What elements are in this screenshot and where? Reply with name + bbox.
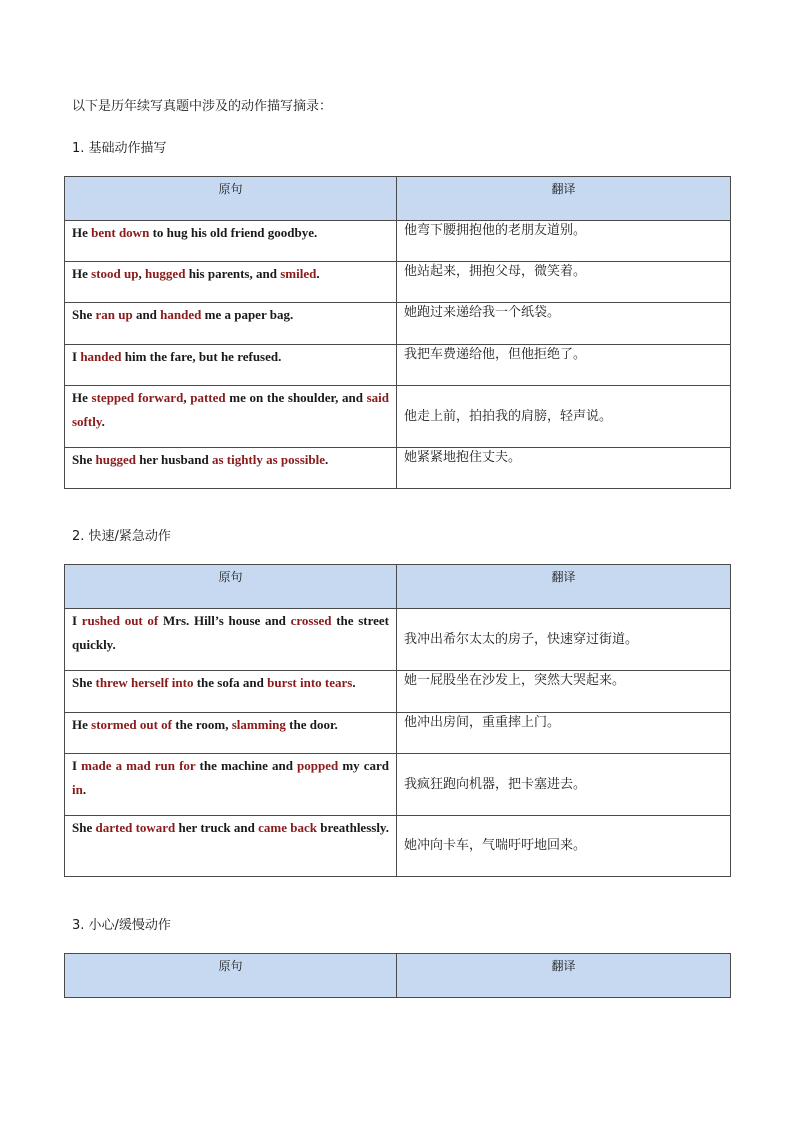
sentence-text: breathlessly.: [316, 820, 389, 835]
highlighted-phrase: handed: [160, 307, 202, 322]
translation: 他弯下腰拥抱他的老朋友道别。: [397, 221, 731, 262]
highlighted-phrase: slamming: [231, 717, 286, 732]
highlighted-phrase: rushed out of: [81, 613, 159, 628]
highlighted-phrase: threw herself into: [95, 675, 194, 690]
sentence-text: I: [72, 758, 82, 773]
original-sentence: [65, 386, 397, 448]
highlighted-phrase: made a mad run for: [81, 758, 196, 773]
sentence-text: .: [101, 414, 105, 429]
table-header-row: [65, 954, 731, 998]
sentence-text: .: [352, 675, 356, 690]
sentence-text: He: [72, 717, 92, 732]
table-header-row: [65, 565, 731, 609]
sentence-text: She: [72, 307, 96, 322]
translation: 她紧紧地抱住丈夫。: [397, 448, 731, 489]
table-row: [65, 816, 731, 877]
header-translation: 翻译: [397, 565, 731, 609]
translation: 我把车费递给他，但他拒绝了。: [397, 345, 731, 386]
table-quick-actions: [64, 564, 731, 877]
sentence-text: him the fare, but he refused.: [121, 349, 282, 364]
sentence-text: I: [72, 349, 81, 364]
sentence-text: the machine and: [195, 758, 298, 773]
table-row: [65, 303, 731, 345]
header-translation: 翻译: [397, 954, 731, 998]
highlighted-phrase: popped: [297, 758, 339, 773]
header-original: 原句: [65, 565, 397, 609]
original-sentence: [65, 303, 397, 345]
sentence-text: He: [72, 266, 92, 281]
sentence-text: the street quickly.: [72, 613, 389, 652]
table-row: [65, 754, 731, 816]
section-title-basic: 1. 基础动作描写: [72, 141, 167, 156]
translation: 他冲出房间，重重摔上门。: [397, 713, 731, 754]
sentence-text: his parents, and: [185, 266, 281, 281]
highlighted-phrase: smiled: [280, 266, 317, 281]
highlighted-phrase: came back: [258, 820, 317, 835]
sentence-text: me a paper bag.: [201, 307, 294, 322]
original-sentence: [65, 221, 397, 262]
highlighted-phrase: in: [72, 782, 83, 797]
sentence-text: Mrs. Hill’s house and: [158, 613, 291, 628]
sentence-text: She: [72, 452, 96, 467]
translation: 我疯狂跑向机器，把卡塞进去。: [397, 754, 731, 816]
header-original: 原句: [65, 177, 397, 221]
sentence-text: He: [72, 390, 92, 405]
original-sentence: [65, 262, 397, 303]
highlighted-phrase: stood up: [91, 266, 139, 281]
sentence-text: .: [325, 452, 329, 467]
original-sentence: [65, 345, 397, 386]
sentence-text: He: [72, 225, 92, 240]
translation: 他走上前，拍拍我的肩膀，轻声说。: [397, 386, 731, 448]
table-row: [65, 221, 731, 262]
highlighted-phrase: bent down: [91, 225, 153, 240]
sentence-text: She: [72, 675, 96, 690]
header-original: 原句: [65, 954, 397, 998]
original-sentence: [65, 816, 397, 877]
highlighted-phrase: patted: [190, 390, 226, 405]
table-row: [65, 345, 731, 386]
sentence-text: She: [72, 820, 96, 835]
translation: 我冲出希尔太太的房子，快速穿过街道。: [397, 609, 731, 671]
translation: 她一屁股坐在沙发上，突然大哭起来。: [397, 671, 731, 713]
table-row: [65, 713, 731, 754]
original-sentence: [65, 448, 397, 489]
sentence-text: the door.: [285, 717, 338, 732]
sentence-text: I: [72, 613, 82, 628]
sentence-text: me on the shoulder, and: [225, 390, 367, 405]
sentence-text: her husband: [135, 452, 212, 467]
sentence-text: .: [316, 266, 320, 281]
translation: 她冲向卡车，气喘吁吁地回来。: [397, 816, 731, 877]
table-row: [65, 671, 731, 713]
sentence-text: my card: [338, 758, 389, 773]
highlighted-phrase: as tightly as possible: [211, 452, 326, 467]
highlighted-phrase: handed: [80, 349, 122, 364]
sentence-text: the room,: [172, 717, 232, 732]
table-row: [65, 262, 731, 303]
highlighted-phrase: hugged: [95, 452, 136, 467]
section-title-slow: 3. 小心/缓慢动作: [72, 918, 171, 933]
table-row: [65, 448, 731, 489]
highlighted-phrase: stormed out of: [91, 717, 173, 732]
sentence-text: ,: [138, 266, 145, 281]
intro-text: 以下是历年续写真题中涉及的动作描写摘录：: [72, 99, 333, 114]
original-sentence: [65, 671, 397, 713]
highlighted-phrase: hugged: [144, 266, 186, 281]
original-sentence: [65, 754, 397, 816]
sentence-text: ,: [183, 390, 191, 405]
header-translation: 翻译: [397, 177, 731, 221]
sentence-text: .: [82, 782, 87, 797]
table-header-row: [65, 177, 731, 221]
translation: 她跑过来递给我一个纸袋。: [397, 303, 731, 345]
original-sentence: [65, 713, 397, 754]
sentence-text: her truck and: [175, 820, 259, 835]
sentence-text: to hug his old friend goodbye.: [152, 225, 318, 240]
highlighted-phrase: ran up: [95, 307, 133, 322]
table-row: [65, 609, 731, 671]
table-basic-actions: [64, 176, 731, 489]
sentence-text: and: [132, 307, 161, 322]
highlighted-phrase: crossed: [290, 613, 332, 628]
highlighted-phrase: burst into tears: [267, 675, 353, 690]
sentence-text: the sofa and: [193, 675, 268, 690]
original-sentence: [65, 609, 397, 671]
table-slow-actions: [64, 953, 731, 998]
highlighted-phrase: stepped forward: [91, 390, 184, 405]
translation: 他站起来，拥抱父母，微笑着。: [397, 262, 731, 303]
highlighted-phrase: said softly: [72, 390, 390, 429]
section-title-quick: 2. 快速/紧急动作: [72, 529, 171, 544]
table-row: [65, 386, 731, 448]
highlighted-phrase: darted toward: [95, 820, 176, 835]
